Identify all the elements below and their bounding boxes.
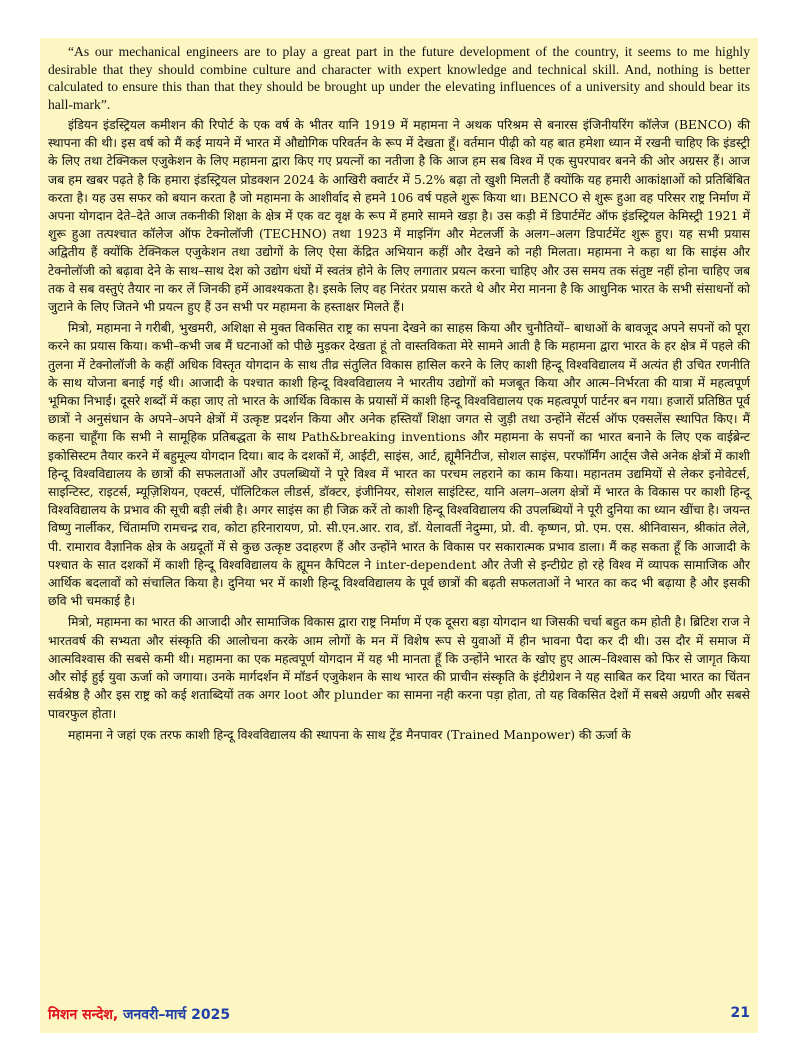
paragraph-3: मित्रो, महामना का भारत की आजादी और सामाजिक विकास द्वारा राष्ट्र निर्माण में एक दूसरा बड़ा योगदान था जिसकी चर्चा बहुत कम होती है। ब्रिटिश राज ने भारतवर्ष की सभ्यता और संस्कृति की आलोचना करके आम लोगों के मन में विशेष रूप से युवाओं में हीन भावना पैदा कर दी थी। उस दौर में समाज में आत्मविश्वास की सबसे कमी थी। महामना का एक महत्वपूर्ण योगदान में यह भी मानता हूँ कि उन्होंने भारत के खोए हुए आत्म–विश्वास को फिर से जागृत किया और सोई हुई युवा ऊर्जा को जगाया। उनके मार्गदर्शन में मॉडर्न एजुकेशन के साथ भारत की प्राचीन संस्कृति के इंटीग्रेशन ने यह साबित कर दिया भारत का चिंतन सर्वश्रेष्ठ है और इस राष्ट्र को कई शताब्दियों तक अगर loot और plunder का सामना नही करना पड़ा होता, तो यह विकसित देशों में सबसे अग्रणी और सबसे पावरफुल होता। bbox=[48, 615, 751, 721]
paragraph-1: इंडियन इंडस्ट्रियल कमीशन की रिपोर्ट के एक वर्ष के भीतर यानि 1919 में महामना ने अथक परिश्रम से बनारस इंजिनीयरिंग कॉलेज (BENCO) की स्थापना की थी। इस वर्ष को मैं कई मायने में भारत में औद्योगिक परिवर्तन के रूप में देखता हूँ। वर्तमान पीढ़ी को यह बात हमेशा ध्यान में रखनी चाहिए कि इंडस्ट्री के लिए तथा टेक्निकल एजुकेशन के लिए महामना द्वारा किए गए प्रयत्नों का नतीजा है कि आज हम सब विश्व में एक सुपरपावर बनने की ओर अग्रसर हैं। आज जब हम खबर पढ़ते है कि हमारा इंडस्ट्रियल प्रोडक्शन 2024 के आखिरी क्वार्टर में 5.2% बढ़ा तो खुशी मिलती हैं क्योंकि यह हमारी आकांक्षाओं को प्रतिबिंबित करता है। यह उस सफर को बयान करता है जो महामना के आशीर्वाद से हमने 106 वर्ष पहले शुरू किया था। BENCO से शुरू हुआ वह परिसर राष्ट्र निर्माण में अपना योगदान देते–देते आज तकनीकी शिक्षा के क्षेत्र में एक वट वृक्ष के रूप में हमारे सामने खड़ा है। उस कड़ी में डिपार्टमेंट ऑफ इंडस्ट्रियल केमिस्ट्री 1921 में शुरू हुआ तत्पश्चात कॉलेज ऑफ टेक्नोलॉजी (TECHNO) तथा 1923 में माइनिंग और मेटलर्जी के अलग–अलग डिपार्टमेंट शुरू हुए। यह सभी प्रयास अद्वितीय हैं क्योंकि टेक्निकल एजुकेशन तथा उद्योगों के लिए ऐसा केंद्रित अभियान कहीं और देखने को नही मिलता। महामना ने कहा था कि साइंस और टेक्नोलॉजी को बढ़ावा देने के साथ–साथ देश को उद्योग धंघों में स्वतंत्र होने के लिए लगातार प्रयत्न करना चाहिए और उस समय तक संतुष्ट नहीं होना चाहिए जब तक वे सब वस्तुएं तैयार ना कर लें जिनकी हमें आवश्यकता है। इसके लिए वह निरंतर प्रयास करते थे और मेरा मानना है कि आधुनिक भारत के सभी संसाधनों को जुटाने के लिए जितने भी प्रयत्न हुए हैं उन सभी पर महामना के हस्ताक्षर मिलते हैं। bbox=[48, 118, 750, 315]
paragraph-2: मित्रो, महामना ने गरीबी, भुखमरी, अशिक्षा से मुक्त विकसित राष्ट्र का सपना देखने का साहस किया और चुनौतियों– बाधाओं के बावजूद अपने सपनों को पूरा करने का प्रयास किया। कभी–कभी जब मैं घटनाओं को पीछे मुड़कर देखता हूं तो वास्तविकता मेरे सामने आती है कि महामना द्वारा भारत के हर क्षेत्र में पहले की तुलना में टेक्नोलॉजी के कहीं अधिक विस्तृत योगदान के साथ तीव्र संतुलित विकास हासिल करने के लिए काशी हिन्दू विश्वविद्यालय में अत्यंत ही उचित रणनीति के साथ योजना बनाई गई थी। आजादी के पश्चात काशी हिन्दू विश्वविद्यालय ने भारतीय उद्योगों को मजबूत किया और आत्म–निर्भरता की यात्रा में महत्वपूर्ण भूमिका निभाई। दूसरे शब्दों में कहा जाए तो भारत के आर्थिक विकास के प्रयासों में काशी हिन्दू विश्वविद्यालय एक महत्वपूर्ण पार्टनर बन गया। हजारों प्रतिष्ठित पूर्व छात्रों ने अनुसंधान के अपने–अपने क्षेत्रों में उत्कृष्ट प्रदर्शन किया और अनेक हस्तियाँ शिक्षा जगत से जुड़ी तथा उन्होंने सेंटर्स ऑफ एक्सलेंस स्थापित किए। मैं कहना चाहूँगा कि सभी ने सामूहिक प्रतिबद्धता के साथ Path&breaking inventions और महामना के सपनों का भारत बनाने के लिए एक वाईब्रेन्ट इकोसिस्टम तैयार करने में बहुमूल्य योगदान दिया। बाद के दशकों में, आईटी, साइंस, आर्ट, ह्यूमैनिटीज, सोशल साइंस, परफॉर्मिंग आर्ट्स जैसे अनेक क्षेत्रों में काशी हिन्दू विश्वविद्यालय के छात्रों की सफलताओं और उपलब्धियों ने पूरे विश्व में भारत का परचम लहराने का काम किया। महानतम उद्यमियों से लेकर इनोवेटर्स, साइन्टिस्ट, राइटर्स, म्यूज़िशियन, एक्टर्स, पॉलिटिकल लीडर्स, डॉक्टर, इंजीनियर, सोशल साइंटिस्ट, यानि अलग–अलग क्षेत्रों में भारत के विकास पर काशी हिन्दू विश्वविद्यालय के प्रभाव की सूची बड़ी लंबी है। अगर साइंस का ही जिक्र करें तो काशी हिन्दू विश्वविद्यालय की उपलब्धियों ने पूरी दुनिया का ध्यान खींचा है। जयन्त विष्णु नार्लीकर, चिंतामणि रामचन्द्र राव, कोटा हरिनारायण, प्रो. सी.एन.आर. राव, डॉ. येलावर्ती नेदुम्मा, प्रो. वी. कृष्णन, प्रो. एम. एस. श्रीनिवासन, श्रीकांत लेले, पी. रामाराव वैज्ञानिक क्षेत्र के अग्रदूतों में से कुछ उत्कृष्ट उदाहरण हैं और उन्होंने भारत के विकास पर सकारात्मक प्रभाव डाला। मैं कह सकता हूँ कि आजादी के पश्चात के सात दशकों में काशी हिन्दू विश्वविद्यालय के ह्यूमन कैपिटल ने inter-dependent और तेजी से इन्टीग्रेट हो रहे विश्व में व्यापक सामाजिक और आर्थिक बदलावों को संचालित किया है। दुनिया भर में काशी हिन्दू विश्वविद्यालय के पूर्व छात्रों की बढ़ती सफलताओं ने भारत का कद भी बढ़ाया है और इसकी छवि भी चमकाई है। bbox=[48, 321, 750, 609]
footer-issue-line bbox=[48, 1005, 230, 1024]
article-body bbox=[48, 43, 750, 744]
page-footer bbox=[48, 1005, 750, 1025]
issue-date: जनवरी–मार्च 2025 bbox=[123, 1007, 231, 1023]
paragraph-4: महामना ने जहां एक तरफ काशी हिन्दू विश्वविद्यालय की स्थापना के साथ ट्रेंड मैनपावर (Trained Manpower) की ऊर्जा के bbox=[68, 727, 631, 742]
publication-name: मिशन सन्देश bbox=[48, 1007, 113, 1023]
opening-quote: “As our mechanical engineers are to play a great part in the future development of the country, it seems to me highly desirable that they should combine culture and character with expert knowledge and technical skill. And, nothing is better calculated to ensure this than that they should be brought up under the elevating influences of a university and should bear its hall-mark”. bbox=[48, 44, 750, 112]
footer-separator: , bbox=[112, 1007, 124, 1023]
page-sheet bbox=[40, 38, 758, 1033]
page-number: 21 bbox=[730, 1005, 750, 1021]
